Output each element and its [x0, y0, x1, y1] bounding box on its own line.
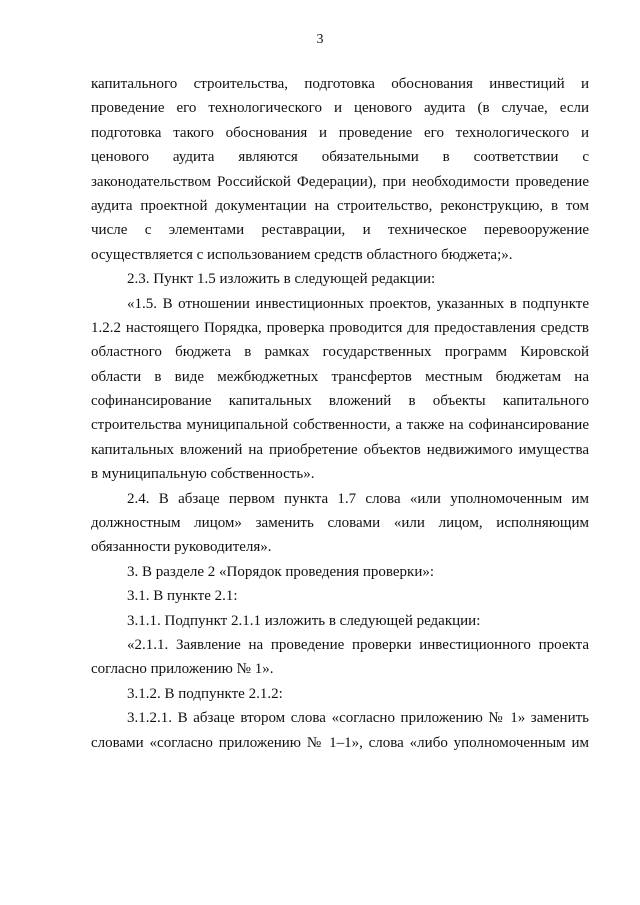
text-line: «1.5. В отношении инвестиционных проектов, указанных в подпункте	[127, 295, 589, 312]
text-line: словами «согласно приложению № 1–1», слова «либо уполномоченным им	[91, 734, 589, 751]
text-line: числе с элементами реставрации, и техническое перевооружение	[91, 222, 589, 239]
text-line: 1.2.2 настоящего Порядка, проверка проводится для предоставления средств	[91, 319, 589, 336]
text-line: областного бюджета в рамках государственных программ Кировской	[91, 344, 589, 361]
text-line: строительства муниципальной собственности, а также на софинансирование	[91, 417, 589, 434]
text-line: законодательством Российской Федерации), при необходимости проведение	[91, 173, 589, 190]
text-line: 3. В разделе 2 «Порядок проведения проверки»:	[127, 563, 435, 580]
text-line: 3.1.2. В подпункте 2.1.2:	[127, 685, 283, 702]
text-line: должностным лицом» заменить словами «или лицом, исполняющим	[91, 515, 589, 532]
text-line: в муниципальную собственность».	[91, 466, 315, 483]
text-line: 2.3. Пункт 1.5 изложить в следующей редакции:	[127, 271, 436, 288]
page-number: 3	[316, 32, 324, 47]
text-line: проведение его технологического и ценового аудита (в случае, если	[91, 100, 589, 117]
text-line: осуществляется с использованием средств областного бюджета;».	[91, 246, 513, 263]
text-line: 2.4. В абзаце первом пункта 1.7 слова «или уполномоченным им	[127, 490, 589, 507]
text-line: 3.1. В пункте 2.1:	[127, 588, 238, 605]
document-body	[91, 72, 589, 755]
text-line: ценового аудита являются обязательными в соответствии с	[91, 149, 589, 166]
text-line: 3.1.1. Подпункт 2.1.1 изложить в следующей редакции:	[127, 612, 481, 629]
text-line: софинансирование капитальных вложений в объекты капитального	[91, 393, 589, 410]
text-line: «2.1.1. Заявление на проведение проверки инвестиционного проекта	[127, 636, 589, 653]
text-line: обязанности руководителя».	[91, 539, 272, 556]
text-line: согласно приложению № 1».	[91, 661, 274, 678]
text-line: капитальных вложений на приобретение объектов недвижимого имущества	[91, 441, 589, 458]
text-line: 3.1.2.1. В абзаце втором слова «согласно приложению № 1» заменить	[127, 710, 589, 727]
text-line: области в виде межбюджетных трансфертов местным бюджетам на	[91, 368, 589, 385]
text-line: подготовка такого обоснования и проведение его технологического и	[91, 124, 589, 141]
text-line: капитального строительства, подготовка обоснования инвестиций и	[91, 76, 589, 92]
text-line: аудита проектной документации на строительство, реконструкцию, в том	[91, 197, 589, 214]
